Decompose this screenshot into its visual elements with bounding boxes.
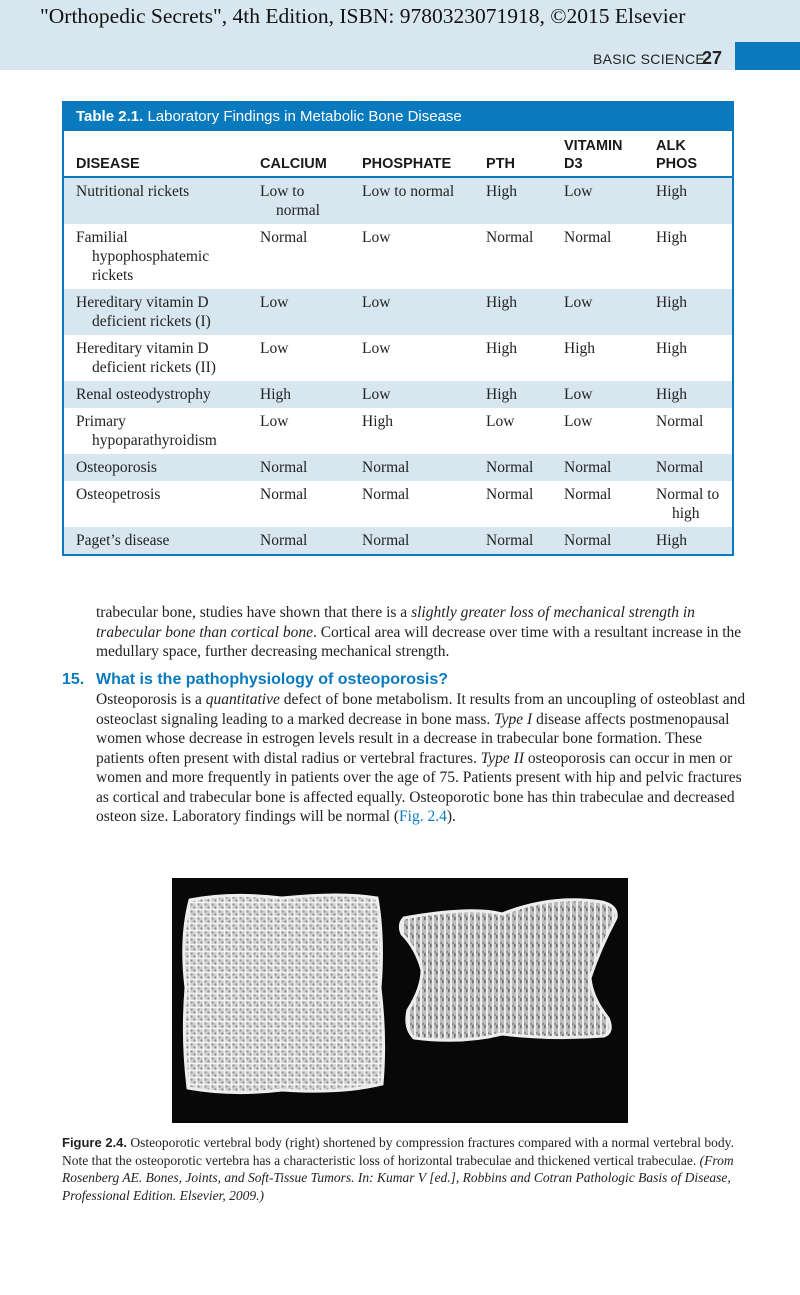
lab-value-cell xyxy=(552,335,644,381)
lab-value-cell xyxy=(644,335,732,381)
lab-value-cell xyxy=(552,454,644,481)
lab-value-cell xyxy=(248,335,350,381)
cell-text: Low xyxy=(260,340,289,357)
paragraph-text: ). xyxy=(446,808,456,825)
paragraph-text: Osteoporosis is a xyxy=(96,691,206,708)
cell-text: Low xyxy=(486,413,515,430)
lab-value-cell xyxy=(552,177,644,224)
lab-value-cell xyxy=(474,289,552,335)
table-grid xyxy=(64,131,732,554)
table-number: Table 2.1. xyxy=(76,108,144,125)
page-number: 27 xyxy=(701,48,722,68)
cell-text: Normal xyxy=(564,532,612,549)
lab-value-cell xyxy=(350,335,474,381)
emphasis-text: Type I xyxy=(494,710,533,728)
paragraph-text: . Cortical area will decrease over time with a resultant increase in the medullary space, further decreasing mechanical strength. xyxy=(96,623,742,660)
emphasis-text: Type II xyxy=(480,749,524,767)
lab-value-cell xyxy=(644,177,732,224)
table-body xyxy=(64,177,732,554)
osteoporotic-vertebra-shape xyxy=(400,900,616,1041)
lab-value-cell xyxy=(552,481,644,527)
lab-value-cell xyxy=(248,408,350,454)
cell-text: High xyxy=(486,386,517,403)
paragraph-text: defect of bone metabolism. It results from an uncoupling of osteoblast and osteoclast signaling leading to a marked decrease in bone mass. xyxy=(96,691,746,728)
table-title: Laboratory Findings in Metabolic Bone Disease xyxy=(147,108,462,125)
cell-text: Normal xyxy=(486,229,534,246)
continuation-paragraph xyxy=(96,603,746,662)
cell-text: High xyxy=(486,340,517,357)
cell-text: Low xyxy=(260,294,289,311)
lab-value-cell xyxy=(474,408,552,454)
lab-value-cell xyxy=(248,454,350,481)
column-header: VITAMIN D3 xyxy=(552,131,644,177)
paragraph-text: disease affects postmenopausal women whose decrease in estrogen levels result in a decrease in trabecular bone formation. These patients often present with distal radius or vertebral fractures. xyxy=(96,710,730,767)
disease-name-cell xyxy=(64,289,248,335)
cell-text: High xyxy=(656,340,687,357)
disease-name-cell xyxy=(64,335,248,381)
figure-label: Figure 2.4. xyxy=(62,1135,128,1150)
cell-text: Normal xyxy=(486,532,534,549)
lab-value-cell xyxy=(644,454,732,481)
emphasis-text: quantitative xyxy=(205,691,280,708)
lab-findings-table xyxy=(62,101,734,556)
lab-value-cell xyxy=(644,527,732,554)
paragraph-text: trabecular bone, studies have shown that there is a xyxy=(96,604,412,621)
caption-text: Osteoporotic vertebral body (right) shortened by compression fractures compared with a normal vertebral body. Note that the osteoporotic vertebra has a characteristic loss of horizontal trabeculae and thickened vertical trabeculae. xyxy=(62,1135,734,1168)
cell-text: Low xyxy=(362,294,391,311)
cell-text: Normal xyxy=(656,413,704,430)
disease-name-cell xyxy=(64,177,248,224)
vertebral-bodies-image xyxy=(172,878,628,1123)
disease-name-cell xyxy=(64,408,248,454)
table-row xyxy=(64,408,732,454)
cell-text: Normal xyxy=(486,459,534,476)
cell-text: High xyxy=(564,340,595,357)
lab-value-cell xyxy=(350,224,474,289)
lab-value-cell xyxy=(552,289,644,335)
lab-value-cell xyxy=(474,177,552,224)
cell-text: Normal xyxy=(260,229,308,246)
cell-text: Nutritional rickets xyxy=(76,183,190,200)
column-header: DISEASE xyxy=(64,131,248,177)
cell-text: Low to normal xyxy=(362,183,455,200)
question-heading xyxy=(62,671,742,689)
cell-text: Osteopetrosis xyxy=(76,486,161,503)
lab-value-cell xyxy=(248,381,350,408)
lab-value-cell xyxy=(644,224,732,289)
lab-value-cell xyxy=(552,224,644,289)
cell-text: High xyxy=(656,229,687,246)
lab-value-cell xyxy=(552,408,644,454)
column-header: PHOSPHATE xyxy=(350,131,474,177)
lab-value-cell xyxy=(474,381,552,408)
table-row xyxy=(64,381,732,408)
lab-value-cell xyxy=(474,454,552,481)
disease-name-cell xyxy=(64,454,248,481)
cell-text: Paget’s disease xyxy=(76,532,170,549)
cell-text: Familial hypophosphatemic rickets xyxy=(76,229,210,284)
column-header: CALCIUM xyxy=(248,131,350,177)
disease-name-cell xyxy=(64,381,248,408)
table-header-row xyxy=(64,131,732,177)
lab-value-cell xyxy=(552,381,644,408)
cell-text: Low xyxy=(362,229,391,246)
cell-text: Hereditary vitamin D deficient rickets (I) xyxy=(76,294,211,330)
cell-text: Normal xyxy=(260,532,308,549)
lab-value-cell xyxy=(474,527,552,554)
lab-value-cell xyxy=(248,289,350,335)
table-row xyxy=(64,481,732,527)
question-title: What is the pathophysiology of osteoporosis? xyxy=(96,671,449,688)
answer-paragraph xyxy=(96,690,746,827)
page-tab-marker xyxy=(735,42,800,70)
lab-value-cell xyxy=(552,527,644,554)
vertebra-photograph xyxy=(172,878,628,1123)
caption-source: (From Rosenberg AE. Bones, Joints, and Soft-Tissue Tumors. In: Kumar V [ed.], Robbins and Cotran Pathologic Basis of Disease, Professional Edition. Elsevier, 2009.) xyxy=(62,1152,734,1203)
figure-link[interactable]: Fig. 2.4 xyxy=(399,808,447,825)
cell-text: High xyxy=(656,532,687,549)
cell-text: Normal xyxy=(260,486,308,503)
cell-text: Normal xyxy=(656,459,704,476)
cell-text: High xyxy=(656,386,687,403)
cell-text: Low xyxy=(564,386,593,403)
lab-value-cell xyxy=(350,454,474,481)
cell-text: Normal to high xyxy=(656,486,720,522)
lab-value-cell xyxy=(248,481,350,527)
emphasis-text: slightly greater loss of mechanical strength in trabecular bone than cortical bone xyxy=(96,604,695,641)
cell-text: Normal xyxy=(362,486,410,503)
lab-value-cell xyxy=(644,289,732,335)
cell-text: High xyxy=(656,183,687,200)
table-row xyxy=(64,454,732,481)
paragraph-text: osteoporosis can occur in men or women and more frequently in patients over the age of 75. Patients present with hip and pelvic fractures as cortical and trabecular bone is affected equally. Osteoporotic bone has thin trabeculae and decreased osteon size. Laboratory findings will be normal ( xyxy=(96,749,742,825)
column-header: PTH xyxy=(474,131,552,177)
lab-value-cell xyxy=(474,481,552,527)
lab-value-cell xyxy=(474,224,552,289)
cell-text: Low xyxy=(362,386,391,403)
cell-text: Low xyxy=(362,340,391,357)
table-caption xyxy=(64,103,732,131)
lab-value-cell xyxy=(248,527,350,554)
cell-text: Low xyxy=(564,413,593,430)
cell-text: Normal xyxy=(362,532,410,549)
cell-text: Normal xyxy=(362,459,410,476)
lab-value-cell xyxy=(644,381,732,408)
cell-text: Low xyxy=(260,413,289,430)
cell-text: Hereditary vitamin D deficient rickets (II) xyxy=(76,340,216,376)
cell-text: High xyxy=(486,183,517,200)
cell-text: High xyxy=(486,294,517,311)
cell-text: Normal xyxy=(486,486,534,503)
lab-value-cell xyxy=(474,335,552,381)
disease-name-cell xyxy=(64,527,248,554)
cell-text: Low xyxy=(564,294,593,311)
cell-text: Osteoporosis xyxy=(76,459,157,476)
book-citation: "Orthopedic Secrets", 4th Edition, ISBN: 9780323071918, ©2015 Elsevier xyxy=(40,4,686,28)
lab-value-cell xyxy=(644,408,732,454)
cell-text: Normal xyxy=(564,486,612,503)
cell-text: Renal osteodystrophy xyxy=(76,386,211,403)
column-header: ALK PHOS xyxy=(644,131,732,177)
lab-value-cell xyxy=(248,177,350,224)
figure-caption xyxy=(62,1134,742,1204)
question-number: 15. xyxy=(62,671,85,688)
table-row xyxy=(64,527,732,554)
lab-value-cell xyxy=(350,381,474,408)
cell-text: High xyxy=(362,413,393,430)
lab-value-cell xyxy=(350,177,474,224)
lab-value-cell xyxy=(350,289,474,335)
disease-name-cell xyxy=(64,224,248,289)
cell-text: Normal xyxy=(260,459,308,476)
cell-text: High xyxy=(260,386,291,403)
cell-text: Low xyxy=(564,183,593,200)
cell-text: Primary hypoparathyroidism xyxy=(76,413,217,449)
cell-text: Normal xyxy=(564,459,612,476)
normal-vertebra-shape xyxy=(184,895,384,1093)
cell-text: High xyxy=(656,294,687,311)
table-row xyxy=(64,335,732,381)
cell-text: Low to normal xyxy=(260,183,320,219)
table-row xyxy=(64,224,732,289)
table-row xyxy=(64,177,732,224)
lab-value-cell xyxy=(350,481,474,527)
lab-value-cell xyxy=(644,481,732,527)
running-section-title: BASIC SCIENCE xyxy=(592,51,705,67)
lab-value-cell xyxy=(350,408,474,454)
cell-text: Normal xyxy=(564,229,612,246)
lab-value-cell xyxy=(350,527,474,554)
disease-name-cell xyxy=(64,481,248,527)
lab-value-cell xyxy=(248,224,350,289)
table-row xyxy=(64,289,732,335)
